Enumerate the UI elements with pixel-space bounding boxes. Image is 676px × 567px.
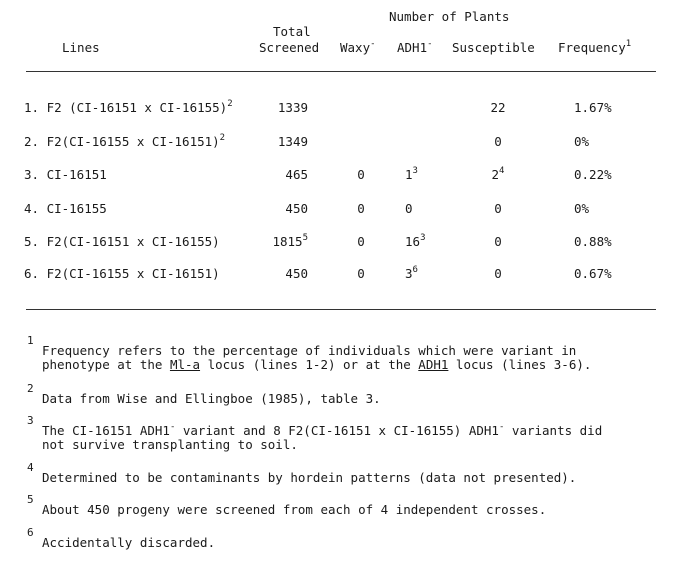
- row-total: 1815$^5$: [272, 233, 308, 249]
- footnote-mark: 5: [27, 493, 34, 506]
- footnote-text: [42, 503, 546, 517]
- row-adh1: $16^3$: [405, 233, 426, 249]
- footnote-mark: 2: [27, 382, 34, 395]
- row-waxy: 0: [357, 234, 365, 249]
- row-susceptible: 0: [494, 201, 502, 216]
- footnote-mark: 4: [27, 461, 34, 474]
- footnote-line: Accidentally discarded.: [42, 535, 216, 550]
- row-adh1: $1^3$: [405, 166, 418, 182]
- row-total: 450: [285, 266, 308, 281]
- row-frequency: 0.67%: [574, 266, 612, 281]
- footnote-line: The CI-16151 ADH1- variant and 8 F2(CI-16151 x CI-16155) ADH1- variants did: [42, 422, 603, 438]
- row-adh1: 0: [405, 201, 413, 216]
- header-total: Total: [273, 24, 311, 39]
- row-susceptible: 22: [490, 100, 506, 115]
- row-waxy: 0: [357, 167, 365, 182]
- row-line: 5. F2(CI-16151 x CI-16155): [24, 234, 220, 249]
- footnote-mark: 3: [27, 414, 34, 427]
- row-line: 3. CI-16151: [24, 167, 107, 182]
- footnote-mark: 6: [27, 526, 34, 539]
- table-bottom-rule: [26, 309, 656, 310]
- row-total: 465: [285, 167, 308, 182]
- header-susceptible: Susceptible: [452, 40, 535, 55]
- row-frequency: 0.22%: [574, 167, 612, 182]
- footnote-line: phenotype at the Ml-a locus (lines 1-2) or at the ADH1 locus (lines 3-6).: [42, 357, 592, 372]
- row-susceptible: 0: [494, 134, 502, 149]
- column-group-label: Number of Plants: [389, 9, 510, 24]
- row-frequency: 0%: [574, 201, 590, 216]
- footnote-text: [42, 344, 591, 372]
- row-total: 1339: [277, 100, 308, 115]
- footnote-line: not survive transplanting to soil.: [42, 437, 298, 452]
- header-waxy: Waxy-: [340, 39, 376, 55]
- header-adh1: ADH1-: [397, 39, 433, 55]
- row-frequency: 0.88%: [574, 234, 612, 249]
- footnote-text: [42, 471, 576, 485]
- row-adh1: $3^6$: [405, 265, 418, 281]
- footnote-line: Data from Wise and Ellingboe (1985), table 3.: [42, 391, 381, 406]
- footnote-line: Determined to be contaminants by hordein patterns (data not presented).: [42, 470, 577, 485]
- footnote-mark: 1: [27, 334, 34, 347]
- footnote-text: [42, 536, 215, 550]
- footnote-line: About 450 progeny were screened from each of 4 independent crosses.: [42, 502, 547, 517]
- footnote-text: [42, 424, 602, 452]
- row-total: 1349: [277, 134, 308, 149]
- footnote-text: [42, 392, 381, 406]
- row-line: 1. F2 (CI-16151 x CI-16155)$^2$: [24, 99, 233, 115]
- row-susceptible: $2^4$: [491, 166, 505, 182]
- footnote-line: Frequency refers to the percentage of individuals which were variant in: [42, 343, 577, 358]
- row-line: 4. CI-16155: [24, 201, 107, 216]
- row-waxy: 0: [357, 266, 365, 281]
- header-screened: Screened: [259, 40, 320, 55]
- row-waxy: 0: [357, 201, 365, 216]
- header-lines: Lines: [62, 40, 100, 55]
- row-line: 2. F2(CI-16155 x CI-16151)$^2$: [24, 133, 226, 149]
- row-frequency: 0%: [574, 134, 590, 149]
- header-rule: [26, 71, 656, 72]
- row-frequency: 1.67%: [574, 100, 612, 115]
- row-susceptible: 0: [494, 266, 502, 281]
- header-frequency: Frequency$^1$: [558, 39, 632, 55]
- row-line: 6. F2(CI-16155 x CI-16151): [24, 266, 220, 281]
- row-total: 450: [285, 201, 308, 216]
- row-susceptible: 0: [494, 234, 502, 249]
